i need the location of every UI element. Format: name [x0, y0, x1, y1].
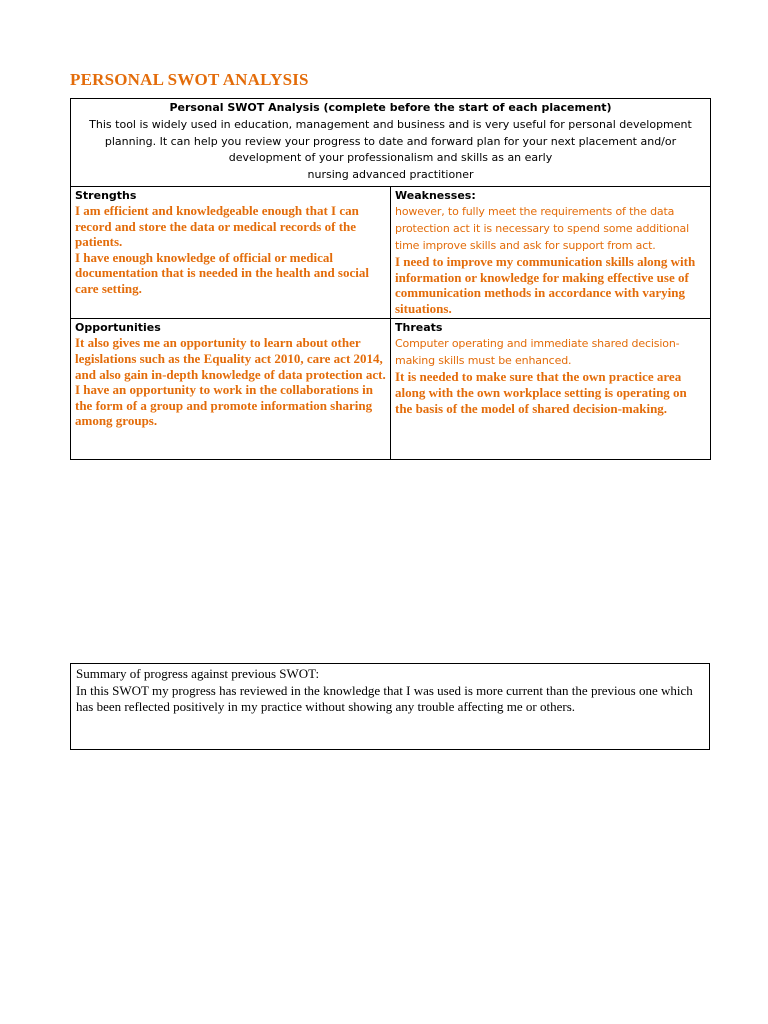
weaknesses-label: Weaknesses:	[395, 188, 476, 202]
opportunities-text-1: It also gives me an opportunity to learn about other legislations such as the Equality act 2010, care act 2014, and also gain in-depth knowledge of data protection act.	[75, 335, 386, 382]
strengths-cell	[71, 186, 391, 318]
opportunities-label: Opportunities	[75, 321, 161, 335]
threats-text-1: Computer operating and immediate shared decision-making skills must be enhanced.	[395, 337, 680, 368]
weaknesses-text-2: I need to improve my communication skills along with information or knowledge for making effective use of communication methods in accordance with varying situations.	[395, 253, 696, 316]
threats-text-2: It is needed to make sure that the own practice area along with the own workplace setting is operating on the basis of the model of shared decision-making.	[395, 369, 687, 416]
strengths-label: Strengths	[75, 188, 137, 202]
swot-header-row	[71, 99, 711, 187]
swot-header-cell	[71, 99, 711, 187]
summary-text: In this SWOT my progress has reviewed in the knowledge that I was used is more current than the previous one which has been reflected positively in my practice without showing any trouble affecting me or others.	[76, 682, 693, 714]
swot-table-description-role: nursing advanced practitioner	[307, 168, 474, 182]
swot-table	[70, 98, 711, 460]
strengths-text-2: I have enough knowledge of official or medical documentation that is needed in the health and social care setting.	[75, 249, 369, 296]
swot-table-title: Personal SWOT Analysis (complete before the start of each placement)	[169, 101, 612, 114]
swot-table-description: This tool is widely used in education, management and business and is very useful for personal development planning. It can help you review your progress to date and forward plan for your next placement and/or development of your professionalism and skills as an early	[89, 117, 692, 165]
summary-box	[70, 663, 710, 750]
summary-label: Summary of progress against previous SWOT:	[76, 666, 320, 681]
weaknesses-cell	[391, 186, 711, 318]
threats-label: Threats	[395, 321, 443, 335]
strengths-text-1: I am efficient and knowledgeable enough that I can record and store the data or medical records of the patients.	[75, 202, 359, 250]
opportunities-cell	[71, 319, 391, 460]
swot-row-strengths-weaknesses	[71, 186, 711, 318]
opportunities-text-2: I have an opportunity to work in the collaborations in the form of a group and promote information sharing among groups.	[75, 382, 373, 429]
threats-cell	[391, 319, 711, 460]
swot-row-opportunities-threats	[71, 319, 711, 460]
weaknesses-text-1: however, to fully meet the requirements of the data protection act it is necessary to spend some additional time improve skills and ask for support from act.	[395, 204, 690, 252]
document-title: PERSONAL SWOT ANALYSIS	[70, 70, 309, 89]
